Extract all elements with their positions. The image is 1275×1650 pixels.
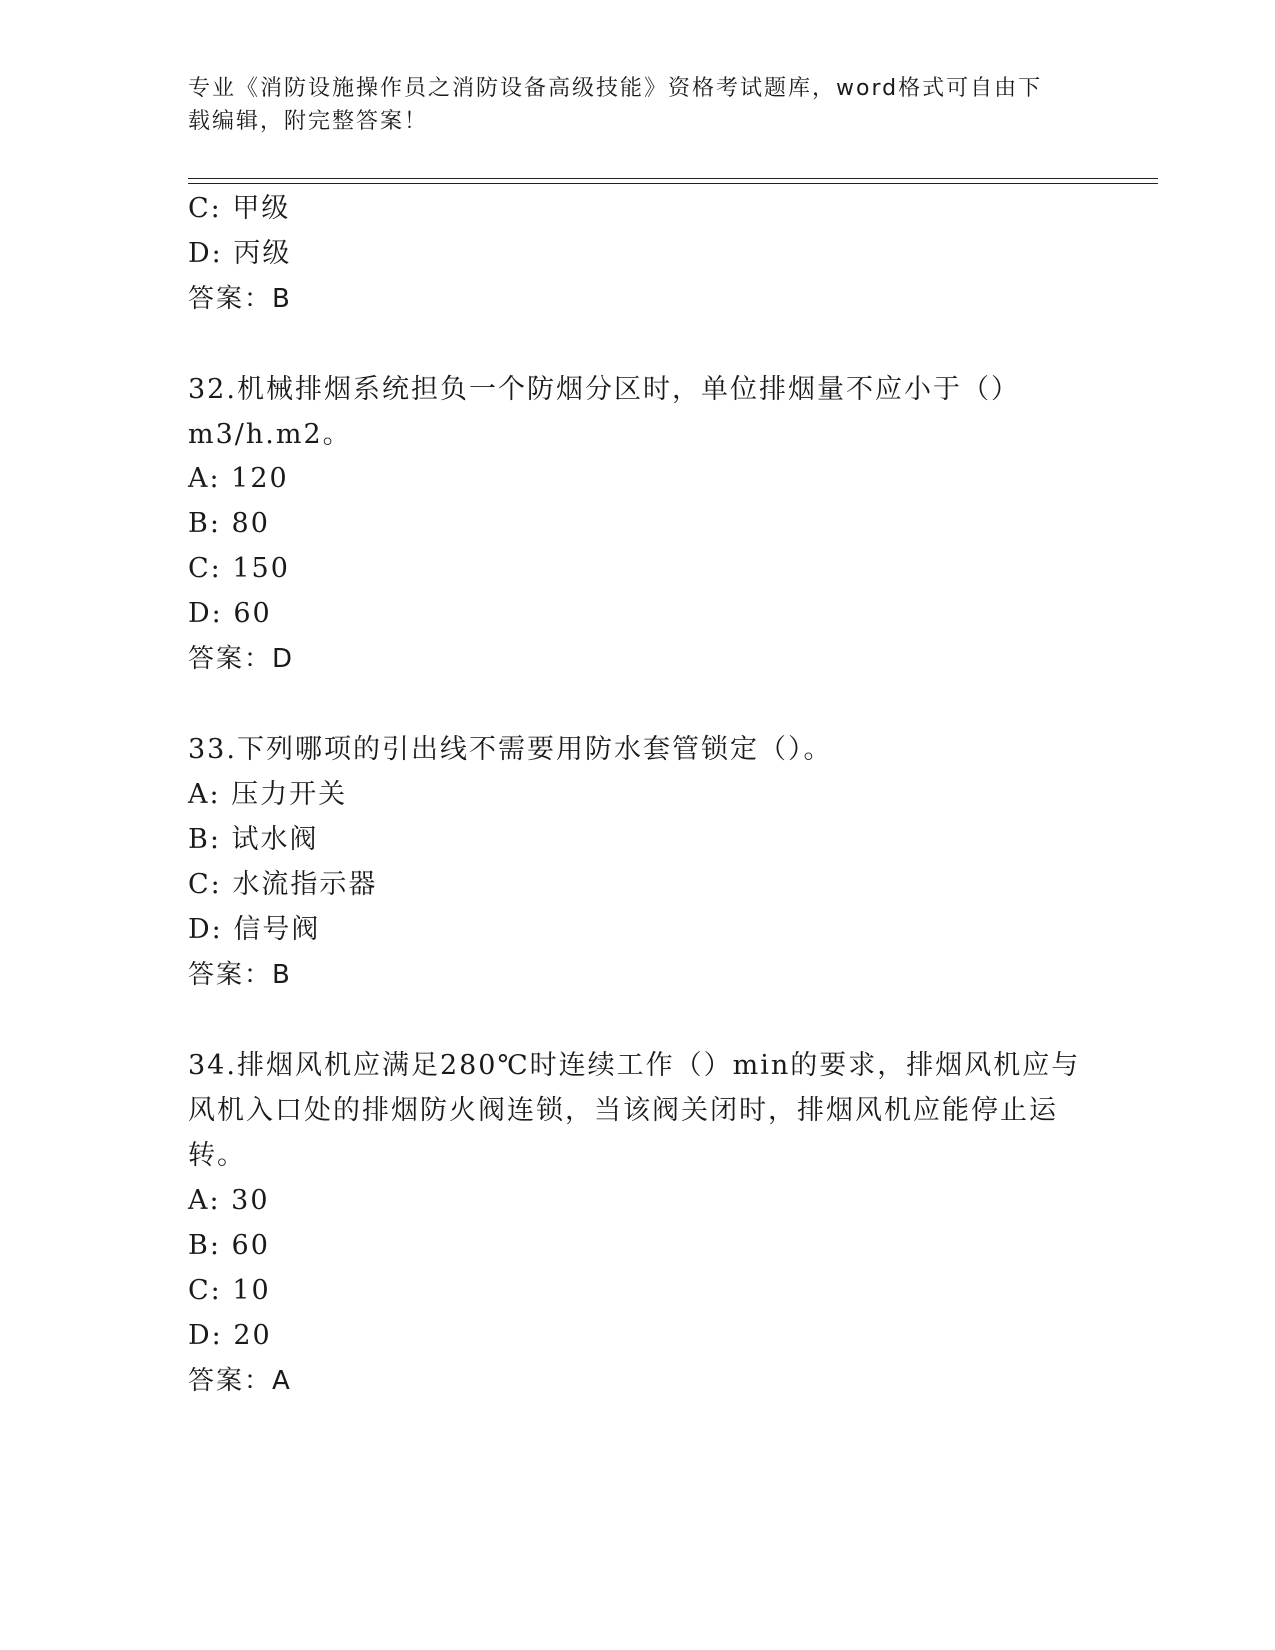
q33-option-c: C: 水流指示器 (188, 869, 378, 900)
document-header (188, 72, 1068, 138)
header-divider-top (188, 178, 1158, 179)
q34-option-a: A: 30 (188, 1185, 270, 1216)
prev-answer: 答案：B (188, 284, 292, 314)
q34-stem-line-1: 34.排烟风机应满足280℃时连续工作（）min的要求，排烟风机应与 (188, 1050, 1081, 1081)
q32-answer: 答案：D (188, 644, 295, 674)
q32-option-d: D: 60 (188, 598, 272, 629)
q34-stem-line-2: 风机入口处的排烟防火阀连锁，当该阀关闭时，排烟风机应能停止运 (188, 1095, 1058, 1126)
header-divider-bottom (188, 183, 1158, 184)
q33-option-b: B: 试水阀 (188, 824, 319, 855)
header-line-2: 载编辑，附完整答案！ (188, 109, 429, 134)
prev-option-c: C: 甲级 (188, 193, 291, 224)
q32-stem-line-2: m3/h.m2。 (188, 419, 352, 450)
q33-stem-line-1: 33.下列哪项的引出线不需要用防水套管锁定（）。 (188, 734, 833, 765)
q34-stem-line-3: 转。 (188, 1140, 246, 1171)
q33-answer: 答案：B (188, 960, 292, 990)
q34-option-c: C: 10 (188, 1275, 271, 1306)
q34-answer: 答案：A (188, 1366, 292, 1396)
q32-stem-line-1: 32.机械排烟系统担负一个防烟分区时，单位排烟量不应小于（） (188, 374, 1020, 405)
q33-option-a: A: 压力开关 (188, 779, 348, 810)
q32-option-c: C: 150 (188, 553, 290, 584)
header-line-1: 专业《消防设施操作员之消防设备高级技能》资格考试题库，word格式可自由下 (188, 76, 1043, 101)
q32-option-b: B: 80 (188, 508, 270, 539)
prev-option-d: D: 丙级 (188, 238, 292, 269)
q32-option-a: A: 120 (188, 463, 289, 494)
q34-option-d: D: 20 (188, 1320, 272, 1351)
q33-option-d: D: 信号阀 (188, 914, 321, 945)
q34-option-b: B: 60 (188, 1230, 270, 1261)
